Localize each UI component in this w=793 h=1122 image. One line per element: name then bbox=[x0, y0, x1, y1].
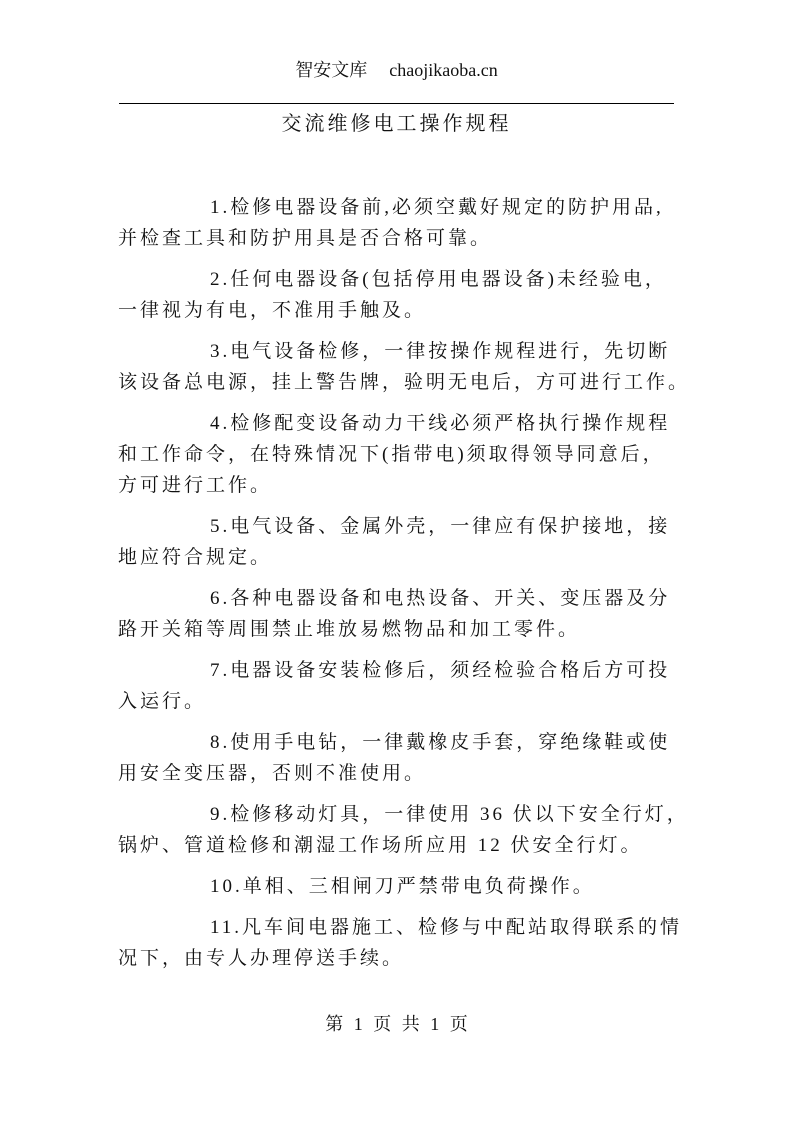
rule-line: 4.检修配变设备动力干线必须严格执行操作规程 bbox=[210, 413, 671, 434]
header-brand: 智安文库 bbox=[295, 60, 368, 80]
rule-line: 并检查工具和防护用具是否合格可靠。 bbox=[118, 228, 493, 249]
rule-item bbox=[118, 727, 671, 789]
rule-line: 3.电气设备检修，一律按操作规程进行，先切断 bbox=[210, 341, 671, 362]
rule-item bbox=[118, 799, 689, 861]
rule-line: 锅炉、管道检修和潮湿工作场所应用 12 伏安全行灯。 bbox=[118, 835, 643, 856]
rule-item bbox=[118, 264, 667, 326]
rule-item bbox=[118, 511, 671, 573]
rule-line: 1.检修电器设备前,必须空戴好规定的防护用品, bbox=[210, 197, 664, 218]
rule-item bbox=[118, 192, 664, 254]
rule-line: 用安全变压器，否则不准使用。 bbox=[118, 763, 427, 784]
rule-item bbox=[118, 871, 658, 902]
rule-item bbox=[118, 655, 671, 717]
page-footer: 第 1 页 共 1 页 bbox=[325, 1014, 468, 1034]
rule-line: 路开关箱等周围禁止堆放易燃物品和加工零件。 bbox=[118, 619, 581, 640]
rule-line: 7.电器设备安装检修后，须经检验合格后方可投 bbox=[210, 660, 671, 681]
rule-item bbox=[118, 912, 683, 974]
rule-line: 11.凡车间电器施工、检修与中配站取得联系的情 bbox=[210, 917, 683, 938]
rule-item bbox=[118, 336, 691, 398]
header-rule bbox=[119, 103, 674, 104]
rule-line: 5.电气设备、金属外壳，一律应有保护接地，接 bbox=[210, 516, 671, 537]
rule-line: 6.各种电器设备和电热设备、开关、变压器及分 bbox=[210, 588, 671, 609]
rule-line: 一律视为有电，不准用手触及。 bbox=[118, 300, 427, 321]
rule-line: 和工作命令，在特殊情况下(指带电)须取得领导同意后， bbox=[118, 444, 665, 465]
page-header bbox=[0, 56, 793, 82]
header-site: chaojikaoba.cn bbox=[389, 60, 498, 80]
rule-line: 8.使用手电钻，一律戴橡皮手套，穿绝缘鞋或使 bbox=[210, 732, 671, 753]
rule-line: 9.检修移动灯具，一律使用 36 伏以下安全行灯， bbox=[210, 804, 689, 825]
document-title: 交流维修电工操作规程 bbox=[281, 113, 512, 135]
rule-line: 该设备总电源，挂上警告牌，验明无电后，方可进行工作。 bbox=[118, 372, 691, 393]
rule-item bbox=[118, 583, 671, 645]
rule-item bbox=[118, 408, 671, 501]
rule-line: 方可进行工作。 bbox=[118, 475, 273, 496]
rule-line: 10.单相、三相闸刀严禁带电负荷操作。 bbox=[210, 876, 595, 897]
rule-line: 况下，由专人办理停送手续。 bbox=[118, 948, 405, 969]
rule-line: 2.任何电器设备(包括停用电器设备)未经验电， bbox=[210, 269, 667, 290]
document-body bbox=[118, 192, 691, 984]
rule-line: 入运行。 bbox=[118, 691, 207, 712]
rule-line: 地应符合规定。 bbox=[118, 547, 273, 568]
